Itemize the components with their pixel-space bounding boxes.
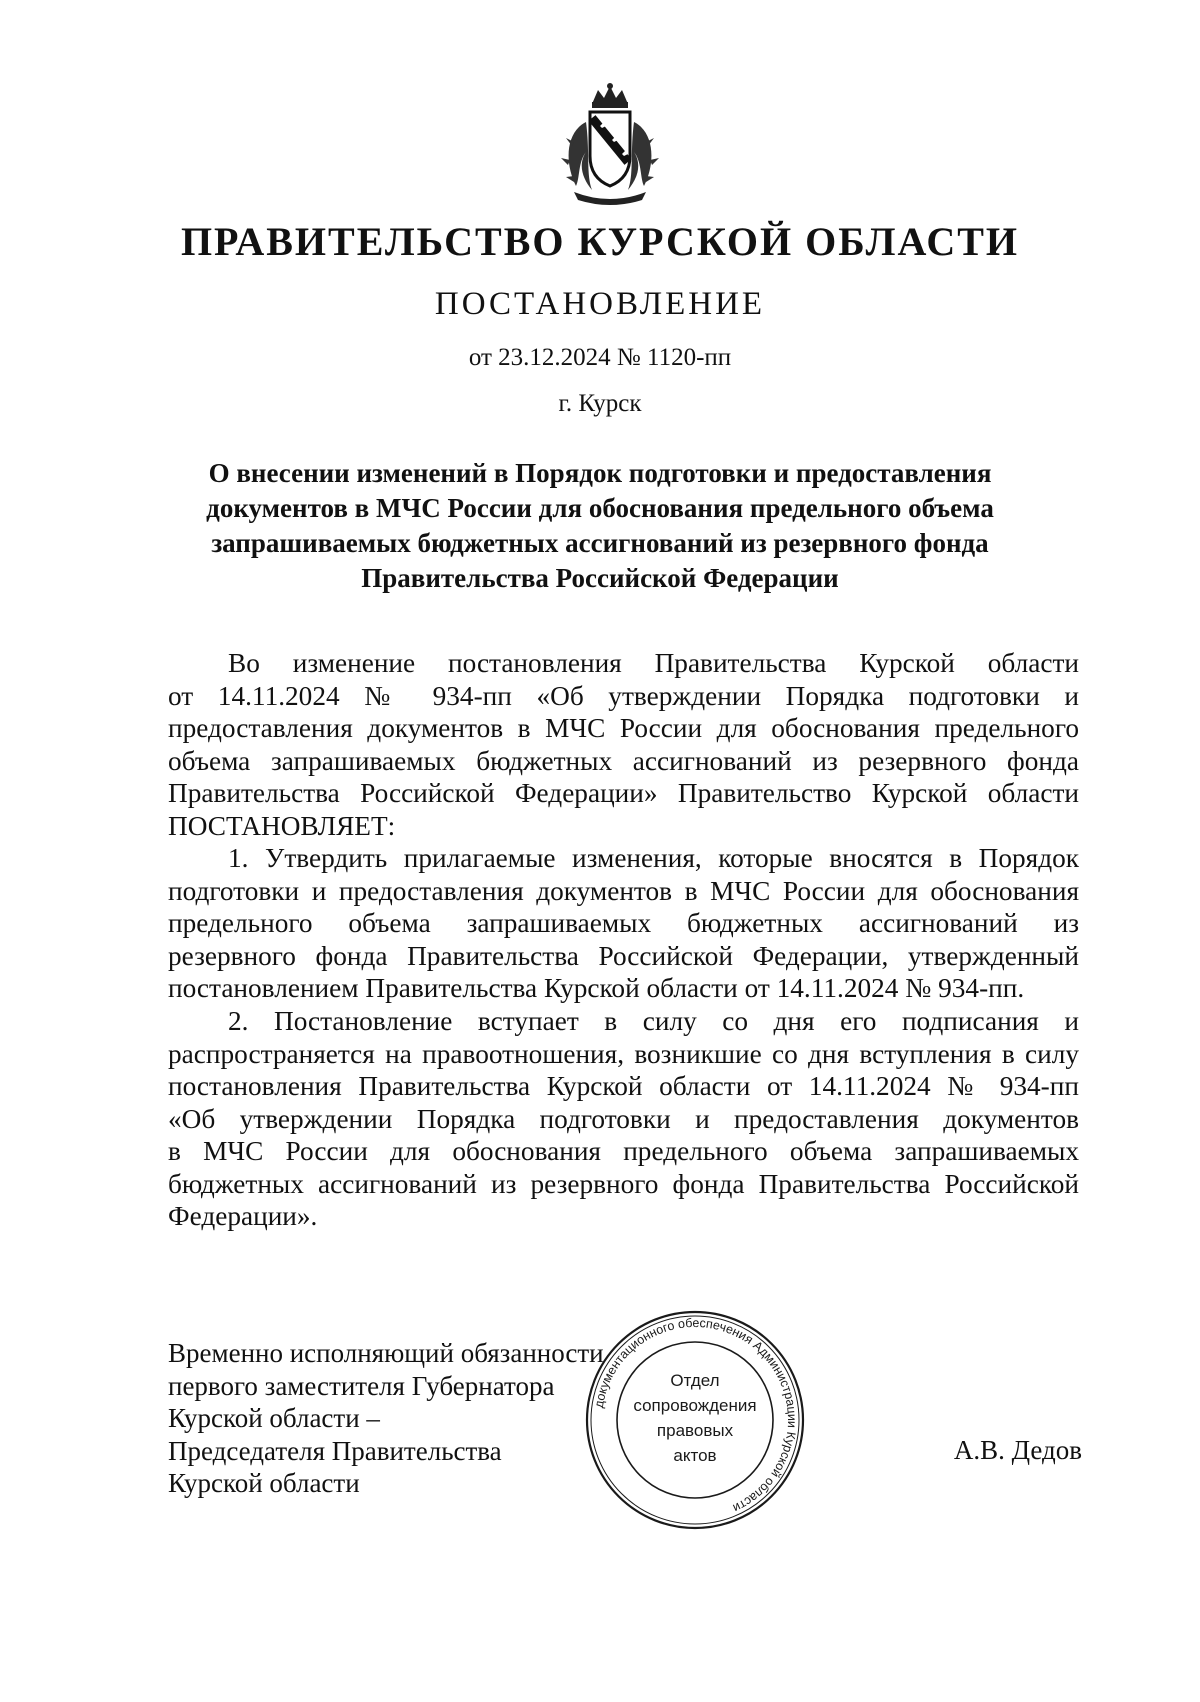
text-line: «Об утверждении Порядка подготовки и предоставления документов (168, 1103, 1079, 1134)
document-subject (170, 456, 1030, 596)
text-line: 1. Утвердить прилагаемые изменения, которые вносятся в Порядок (228, 843, 1079, 873)
subject-line: О внесении изменений в Порядок подготовки и предоставления (208, 458, 992, 488)
preamble-paragraph (168, 647, 1079, 842)
subject-line: документов в МЧС России для обоснования предельного объема (206, 493, 994, 523)
stamp-center-text (622, 1368, 768, 1468)
document-type: ПОСТАНОВЛЕНИЕ (434, 286, 766, 322)
coat-of-arms-emblem (556, 82, 664, 206)
subject-line: Правительства Российской Федерации (361, 563, 839, 593)
signer-line: первого заместителя Губернатора (168, 1370, 555, 1401)
stamp-line: актов (673, 1446, 717, 1465)
item-1-paragraph (168, 842, 1079, 1005)
text-line: предоставления документов в МЧС России для обоснования предельного (168, 713, 1079, 743)
document-city: г. Курск (558, 390, 642, 417)
text-line: резервного фонда Правительства Российской Федерации, утвержденный (168, 940, 1079, 971)
signer-name: А.В. Дедов (953, 1435, 1082, 1465)
signer-line: Председателя Правительства (168, 1435, 502, 1466)
text-line: подготовки и предоставления документов в МЧС России для обоснования (168, 875, 1079, 906)
subject-line: запрашиваемых бюджетных ассигнований из резервного фонда (211, 528, 989, 558)
signer-line: Курской области (168, 1468, 360, 1498)
text-line: предельного объема запрашиваемых бюджетных ассигнований из (168, 908, 1079, 938)
text-line: ПОСТАНОВЛЯЕТ: (168, 810, 396, 841)
text-line: постановлением Правительства Курской области от 14.11.2024 № 934-пп. (168, 973, 1025, 1003)
text-line: Правительства Российской Федерации» Правительство Курской области (168, 778, 1079, 808)
text-line: бюджетных ассигнований из резервного фонда Правительства Российской (168, 1168, 1079, 1199)
stamp-ring-path: документационного обеспечения Администрации Курской области (591, 1315, 800, 1516)
stamp-line: правовых (656, 1421, 734, 1440)
text-line: 2. Постановление вступает в силу со дня его подписания и (228, 1006, 1079, 1036)
government-title: ПРАВИТЕЛЬСТВО КУРСКОЙ ОБЛАСТИ (180, 219, 1020, 264)
text-line: постановления Правительства Курской области от 14.11.2024 № 934-пп (168, 1071, 1079, 1101)
text-line: от 14.11.2024 № 934-пп «Об утверждении Порядка подготовки и (168, 680, 1079, 711)
text-line: Федерации». (168, 1201, 318, 1231)
signer-position (168, 1337, 604, 1500)
text-line: объема запрашиваемых бюджетных ассигнований из резервного фонда (168, 745, 1079, 776)
stamp-line: Отдел (670, 1371, 720, 1390)
text-line: распространяется на правоотношения, возникшие со дня вступления в силу (168, 1038, 1079, 1069)
stamp-line: сопровождения (633, 1396, 757, 1415)
text-line: в МЧС России для обоснования предельного объема запрашиваемых (168, 1136, 1079, 1166)
signer-line: Курской области – (168, 1403, 380, 1433)
document-date-number: от 23.12.2024 № 1120-пп (468, 344, 732, 371)
item-2-paragraph (168, 1005, 1079, 1233)
text-line: Во изменение постановления Правительства Курской области (228, 648, 1079, 678)
signer-line: Временно исполняющий обязанности (168, 1338, 604, 1368)
coat-of-arms-icon (556, 82, 664, 206)
